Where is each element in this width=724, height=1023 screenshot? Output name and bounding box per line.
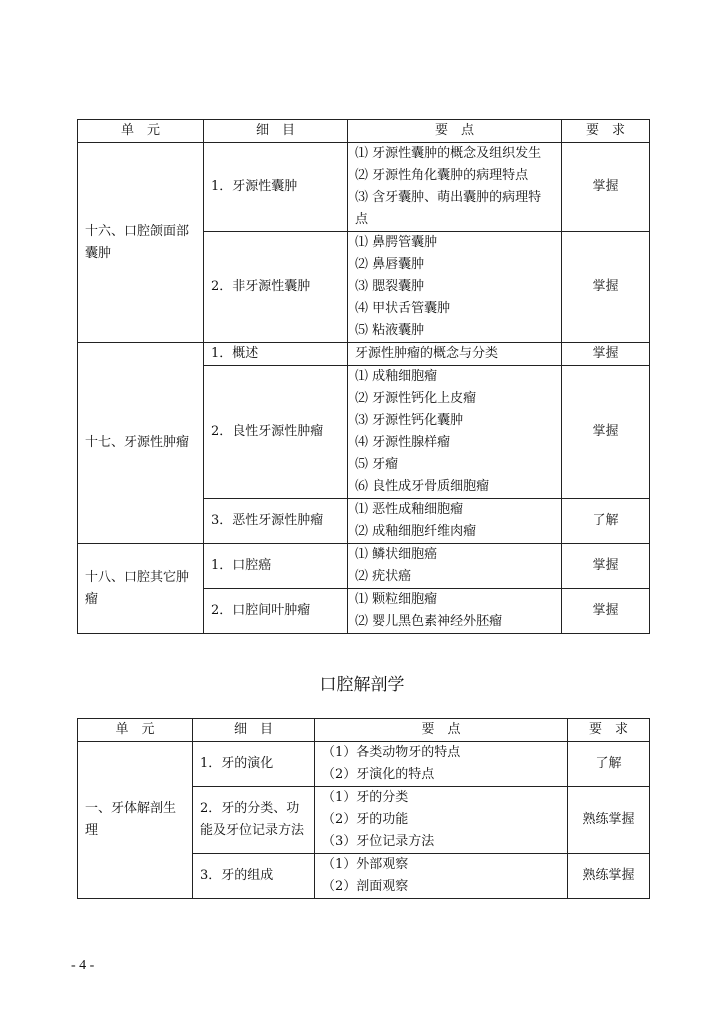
point: ⑸ 牙瘤 xyxy=(355,457,399,472)
point: （2）剖面观察 xyxy=(322,879,409,894)
requirement-cell: 掌握 xyxy=(562,143,650,232)
points-cell xyxy=(348,589,562,634)
points-cell xyxy=(348,544,562,589)
item-cell: 1．概述 xyxy=(204,343,348,366)
item-cell: 2．非牙源性囊肿 xyxy=(204,232,348,343)
point: ⑶ 牙源性钙化囊肿 xyxy=(355,413,464,428)
point: ⑶ 含牙囊肿、萌出囊肿的病理特点 xyxy=(355,190,542,227)
point: ⑴ 恶性成釉细胞瘤 xyxy=(355,502,464,517)
point: ⑸ 粘液囊肿 xyxy=(355,323,425,338)
table-header-row xyxy=(78,120,650,143)
point: （2）牙演化的特点 xyxy=(322,767,435,782)
section-title: 口腔解剖学 xyxy=(319,675,405,695)
table-row xyxy=(78,544,650,589)
point: ⑴ 成釉细胞瘤 xyxy=(355,369,438,384)
table-row xyxy=(78,742,650,787)
point: （3）牙位记录方法 xyxy=(322,834,435,849)
point: ⑵ 鼻唇囊肿 xyxy=(355,257,425,272)
item-cell: 1．牙的演化 xyxy=(193,742,315,787)
point: ⑵ 婴儿黑色素神经外胚瘤 xyxy=(355,614,503,629)
table-row xyxy=(78,143,650,232)
point: ⑹ 良性成牙骨质细胞瘤 xyxy=(355,479,490,494)
unit-cell: 十六、口腔颌面部囊肿 xyxy=(78,143,204,343)
item-cell: 1．牙源性囊肿 xyxy=(204,143,348,232)
points-cell xyxy=(315,742,568,787)
item-cell: 2．口腔间叶肿瘤 xyxy=(204,589,348,634)
requirement-cell: 掌握 xyxy=(562,343,650,366)
point: ⑶ 腮裂囊肿 xyxy=(355,279,425,294)
header-item: 细 目 xyxy=(204,120,348,143)
header-points: 要 点 xyxy=(348,120,562,143)
item-cell: 2．牙的分类、功能及牙位记录方法 xyxy=(193,787,315,854)
point: 牙源性肿瘤的概念与分类 xyxy=(355,346,499,361)
points-cell xyxy=(315,854,568,899)
header-requirement: 要 求 xyxy=(568,719,650,742)
point: （2）牙的功能 xyxy=(322,812,409,827)
points-cell xyxy=(348,366,562,499)
unit-cell: 十七、牙源性肿瘤 xyxy=(78,343,204,544)
header-requirement: 要 求 xyxy=(562,120,650,143)
point: ⑵ 牙源性钙化上皮瘤 xyxy=(355,391,477,406)
point: ⑷ 甲状舌管囊肿 xyxy=(355,301,451,316)
points-cell xyxy=(348,343,562,366)
header-unit: 单 元 xyxy=(78,120,204,143)
header-item: 细 目 xyxy=(193,719,315,742)
header-unit: 单 元 xyxy=(78,719,193,742)
point: ⑵ 牙源性角化囊肿的病理特点 xyxy=(355,168,529,183)
points-cell xyxy=(315,787,568,854)
unit-cell: 一、牙体解剖生理 xyxy=(78,742,193,899)
table-row xyxy=(78,343,650,366)
header-points: 要 点 xyxy=(315,719,568,742)
points-cell xyxy=(348,232,562,343)
requirement-cell: 了解 xyxy=(568,742,650,787)
point: ⑴ 鼻腭管囊肿 xyxy=(355,235,438,250)
item-cell: 3．恶性牙源性肿瘤 xyxy=(204,499,348,544)
syllabus-table-oral-pathology xyxy=(77,119,650,634)
point: （1）外部观察 xyxy=(322,857,409,872)
point: ⑷ 牙源性腺样瘤 xyxy=(355,435,451,450)
requirement-cell: 熟练掌握 xyxy=(568,787,650,854)
point: ⑴ 颗粒细胞瘤 xyxy=(355,592,438,607)
requirement-cell: 掌握 xyxy=(562,589,650,634)
point: ⑴ 牙源性囊肿的概念及组织发生 xyxy=(355,146,542,161)
requirement-cell: 掌握 xyxy=(562,544,650,589)
item-cell: 1．口腔癌 xyxy=(204,544,348,589)
points-cell xyxy=(348,143,562,232)
points-cell xyxy=(348,499,562,544)
requirement-cell: 掌握 xyxy=(562,232,650,343)
point: ⑵ 成釉细胞纤维肉瘤 xyxy=(355,524,477,539)
requirement-cell: 熟练掌握 xyxy=(568,854,650,899)
point: ⑵ 疣状癌 xyxy=(355,569,412,584)
page-number: - 4 - xyxy=(71,958,95,973)
requirement-cell: 了解 xyxy=(562,499,650,544)
unit-cell: 十八、口腔其它肿瘤 xyxy=(78,544,204,634)
requirement-cell: 掌握 xyxy=(562,366,650,499)
syllabus-table-oral-anatomy xyxy=(77,718,650,899)
point: ⑴ 鳞状细胞癌 xyxy=(355,547,438,562)
item-cell: 3．牙的组成 xyxy=(193,854,315,899)
item-cell: 2．良性牙源性肿瘤 xyxy=(204,366,348,499)
point: （1）各类动物牙的特点 xyxy=(322,745,461,760)
point: （1）牙的分类 xyxy=(322,790,409,805)
table-header-row xyxy=(78,719,650,742)
